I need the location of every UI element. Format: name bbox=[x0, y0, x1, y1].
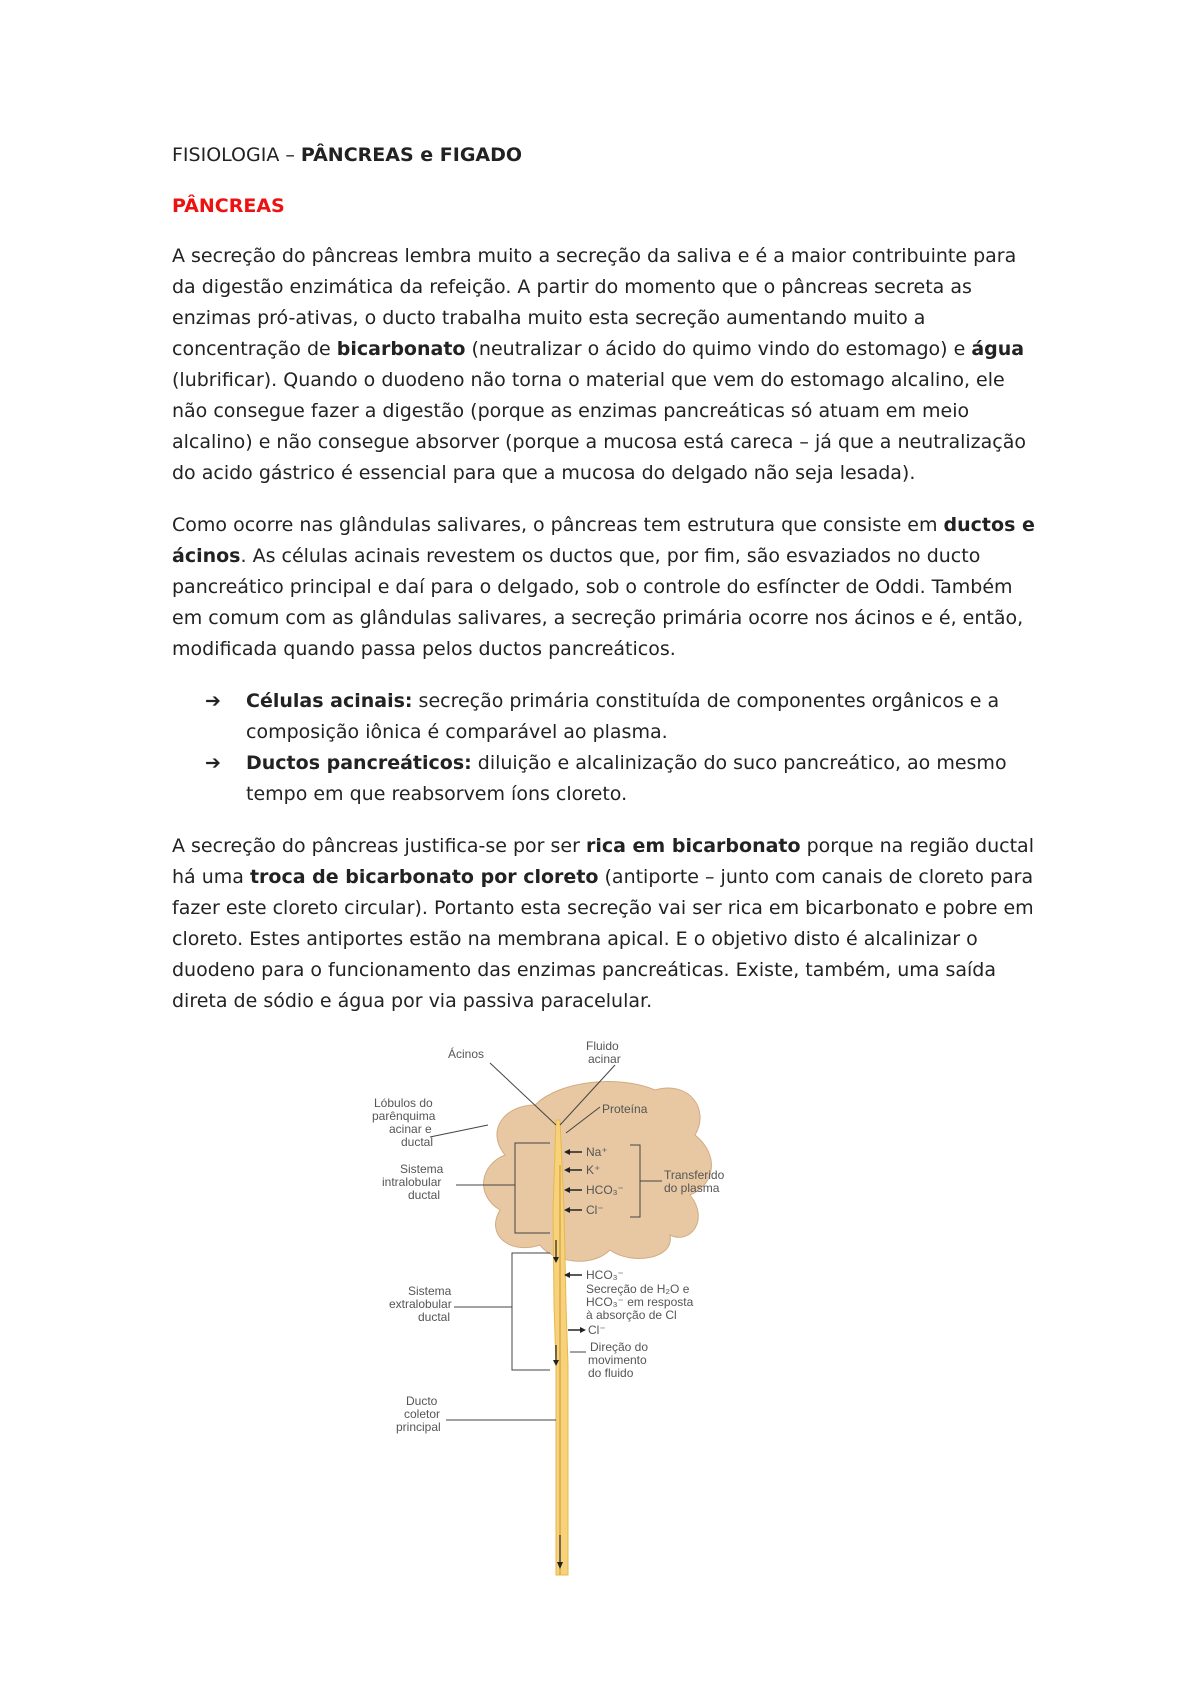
label-sec-2: HCO₃⁻ em resposta bbox=[586, 1295, 694, 1309]
document-body bbox=[172, 140, 1042, 1038]
label-dir-1: Direção do bbox=[590, 1340, 649, 1354]
label-acinar: acinar bbox=[588, 1052, 621, 1066]
p1-bold-1: bicarbonato bbox=[336, 338, 466, 360]
title-main: PÂNCREAS e FIGADO bbox=[300, 144, 523, 166]
label-extra-1: Sistema bbox=[408, 1284, 452, 1298]
label-dir-2: movimento bbox=[588, 1353, 647, 1367]
label-transf-1: Transferido bbox=[664, 1168, 725, 1182]
label-cl: Cl⁻ bbox=[586, 1203, 604, 1217]
p3-text-1: A secreção do pâncreas justifica-se por ser bbox=[172, 835, 586, 857]
pancreas-duct-diagram bbox=[372, 1039, 790, 1575]
p1-text-1: A secreção do pâncreas lembra muito a secreção da saliva e é a maior contribuinte para da digestão enzimática da refeição. A partir do momento que o pâncreas secreta as enzimas pró-ativas, o ducto trabalha muito esta secreção aumentando muito a concentração de bbox=[172, 245, 1017, 360]
label-lobulos-4: ductal bbox=[401, 1135, 434, 1149]
label-ducto-2: coletor bbox=[404, 1407, 441, 1421]
label-k: K⁺ bbox=[586, 1163, 601, 1177]
p3-bold-1: rica em bicarbonato bbox=[585, 835, 801, 857]
label-lobulos-3: acinar e bbox=[389, 1122, 432, 1136]
paragraph-1 bbox=[172, 241, 1042, 489]
p1-text-3: (lubrificar). Quando o duodeno não torna o material que vem do estomago alcalino, ele não consegue fazer a digestão (porque as enzimas pancreáticas só atuam em meio alcalino) e não consegue absorver (porque a mucosa está careca – já que a neutralização do acido gástrico é essencial para que a mucosa do delgado não seja lesada). bbox=[172, 369, 1027, 484]
label-sec-1: Secreção de H₂O e bbox=[586, 1282, 690, 1296]
label-clb: Cl⁻ bbox=[588, 1323, 606, 1337]
label-extra-2: extralobular bbox=[389, 1297, 452, 1311]
lobulos-leader bbox=[430, 1125, 488, 1137]
title-prefix: FISIOLOGIA – bbox=[172, 144, 301, 166]
paragraph-2 bbox=[172, 510, 1042, 665]
list-item bbox=[172, 686, 1042, 748]
document-title bbox=[172, 140, 1042, 171]
arrow-icon: ➔ bbox=[205, 690, 221, 712]
bullet-text: secreção primária constituída de componentes orgânicos e a composição iônica é comparável ao plasma. bbox=[246, 690, 1000, 743]
section-heading: PÂNCREAS bbox=[172, 195, 285, 217]
diagram-svg bbox=[372, 1039, 790, 1575]
p2-text-2: . As células acinais revestem os ductos que, por fim, são esvaziados no ducto pancreático principal e daí para o delgado, sob o controle do esfíncter de Oddi. Também em comum com as glândulas salivares, a secreção primária ocorre nos ácinos e é, então, modificada quando passa pelos ductos pancreáticos. bbox=[172, 545, 1024, 660]
p1-bold-2: água bbox=[971, 338, 1025, 360]
p3-text-2: porque na região ductal há uma bbox=[172, 835, 1034, 888]
label-fluido: Fluido bbox=[586, 1039, 619, 1053]
label-intra-3: ductal bbox=[408, 1188, 441, 1202]
label-intra-1: Sistema bbox=[400, 1162, 444, 1176]
list-item bbox=[172, 748, 1042, 810]
p2-text-1: Como ocorre nas glândulas salivares, o pâncreas tem estrutura que consiste em bbox=[172, 514, 944, 536]
label-acinos: Ácinos bbox=[448, 1047, 485, 1061]
label-proteina: Proteína bbox=[602, 1102, 648, 1116]
label-ducto-1: Ducto bbox=[406, 1394, 438, 1408]
p3-bold-2: troca de bicarbonato por cloreto bbox=[249, 866, 599, 888]
label-sec-3: à absorção de Cl bbox=[586, 1308, 677, 1322]
label-dir-3: do fluido bbox=[588, 1366, 634, 1380]
label-extra-3: ductal bbox=[418, 1310, 451, 1324]
p2-bold-1: ductos e ácinos bbox=[172, 514, 1035, 567]
bullet-list bbox=[172, 686, 1042, 810]
bullet-term: Ductos pancreáticos: bbox=[246, 752, 472, 774]
p3-text-3: (antiporte – junto com canais de cloreto para fazer este cloreto circular). Portanto esta secreção vai ser rica em bicarbonato e pobre em cloreto. Estes antiportes estão na membrana apical. E o objetivo disto é alcalinizar o duodeno para o funcionamento das enzimas pancreáticas. Existe, também, uma saída direta de sódio e água por via passiva paracelular. bbox=[172, 866, 1034, 1012]
extra-bracket bbox=[512, 1253, 550, 1370]
label-hco3b: HCO₃⁻ bbox=[586, 1268, 624, 1282]
label-hco3: HCO₃⁻ bbox=[586, 1183, 624, 1197]
bullet-term: Células acinais: bbox=[246, 690, 413, 712]
cl-arrowhead bbox=[580, 1327, 586, 1333]
p1-text-2: (neutralizar o ácido do quimo vindo do estomago) e bbox=[465, 338, 972, 360]
bullet-text: diluição e alcalinização do suco pancreático, ao mesmo tempo em que reabsorvem íons cloreto. bbox=[246, 752, 1007, 805]
paragraph-3 bbox=[172, 831, 1042, 1017]
arrow-icon: ➔ bbox=[205, 752, 221, 774]
label-lobulos-2: parênquima bbox=[372, 1109, 436, 1123]
label-lobulos-1: Lóbulos do bbox=[374, 1096, 433, 1110]
label-ducto-3: principal bbox=[396, 1420, 441, 1434]
label-na: Na⁺ bbox=[586, 1145, 608, 1159]
label-transf-2: do plasma bbox=[664, 1181, 720, 1195]
label-intra-2: intralobular bbox=[382, 1175, 442, 1189]
